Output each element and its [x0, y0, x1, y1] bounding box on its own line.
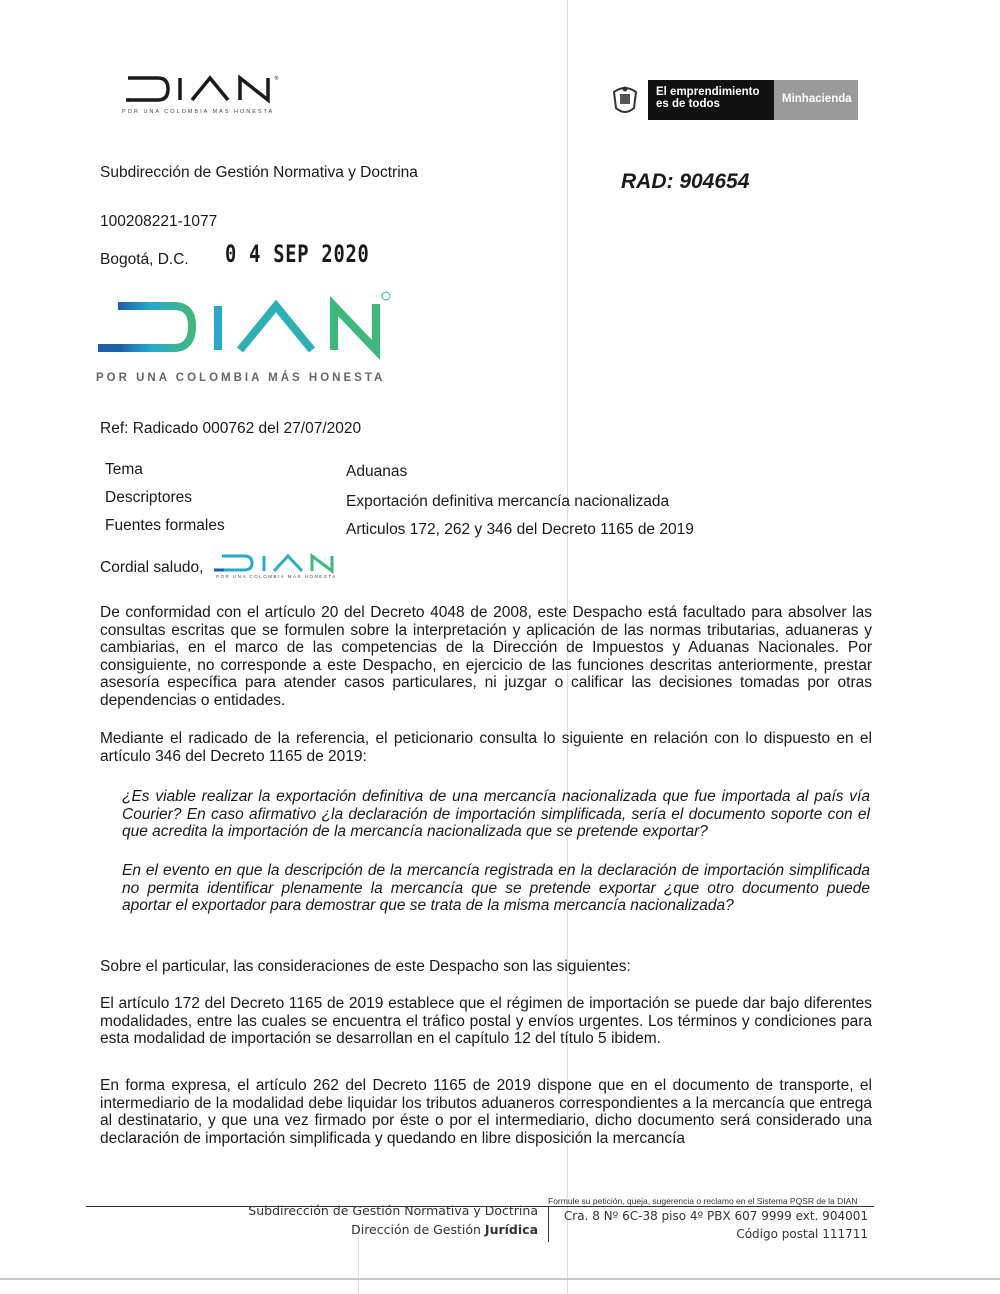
dian-logo-main-mark — [96, 288, 396, 360]
dian-logo-top — [118, 72, 288, 122]
dian-logo-main — [96, 288, 396, 388]
scan-bottom-edge — [0, 1278, 1000, 1280]
dian-logo-top-mark — [118, 72, 288, 108]
footer-address: Cra. 8 Nº 6C-38 piso 4º PBX 607 9999 ext. 904001 — [563, 1209, 868, 1223]
meta-value-tema: Aduanas — [346, 463, 408, 480]
footer-dependency: Subdirección de Gestión Normativa y Doctrina — [248, 1203, 538, 1218]
paragraph-3: Sobre el particular, las consideraciones de este Despacho son las siguientes: — [100, 958, 631, 975]
meta-label-fuentes: Fuentes formales — [105, 517, 225, 534]
meta-value-descriptores: Exportación definitiva mercancía nacionalizada — [346, 493, 670, 510]
dian-logo-main-tagline: POR UNA COLOMBIA MÁS HONESTA — [96, 372, 386, 384]
svg-text:®: ® — [274, 76, 279, 82]
dian-logo-top-tagline: POR UNA COLOMBIA MÁS HONESTA — [122, 109, 275, 115]
meta-value-fuentes: Articulos 172, 262 y 346 del Decreto 1165 de 2019 — [346, 521, 694, 538]
banner-ministry-box — [774, 80, 858, 120]
question-2: En el evento en que la descripción de la mercancía registrada en la declaración de importación simplificada no permita identificar plenamente la mercancía que se pretende exportar ¿que otro documento puede aportar el exportador para demostrar que se trata de la misma mercancía nacionalizada? — [122, 862, 870, 914]
question-1: ¿Es viable realizar la exportación definitiva de una mercancía nacionalizada que fue importada al país vía Courier? En caso afirmativo ¿la declaración de importación simplificada, sería el documento soporte con el que acredita la importación de la mercancía nacionalizada que se pretende exportar? — [122, 788, 870, 840]
coat-of-arms-icon — [610, 84, 640, 116]
banner-slogan-line2: es de todos — [656, 98, 720, 110]
footer-divider — [548, 1206, 549, 1242]
reference-number: 100208221-1077 — [100, 213, 218, 230]
paragraph-2: Mediante el radicado de la referencia, el peticionario consulta lo siguiente en relación con lo dispuesto en el artículo 346 del Decreto 1165 de 2019: — [100, 730, 872, 765]
dependency-title: Subdirección de Gestión Normativa y Doctrina — [100, 164, 418, 181]
footer-direction-prefix: Dirección de Gestión — [351, 1222, 485, 1237]
footer-pqsr-notice: Formule su petición, queja, sugerencia o reclamo en el Sistema PQSR de la DIAN — [548, 1196, 858, 1206]
government-banner — [610, 80, 870, 122]
city-label: Bogotá, D.C. — [100, 251, 189, 268]
dian-logo-small-mark — [214, 552, 344, 574]
paragraph-5: En forma expresa, el artículo 262 del Decreto 1165 de 2019 dispone que en el documento de transporte, el intermediario de la modalidad debe liquidar los tributos aduaneros correspondientes a la mercancía que entrega al destinatario, y que una vez firmado por éste o por el intermediario, dicho documento será considerado una declaración de importación simplificada y quedando en libre disposición la mercancía — [100, 1077, 872, 1147]
footer-direction — [238, 1222, 538, 1237]
meta-label-descriptores: Descriptores — [105, 489, 192, 506]
paragraph-4: El artículo 172 del Decreto 1165 de 2019 establece que el régimen de importación se puede dar bajo diferentes modalidades, entre las cuales se encuentra el tráfico postal y envíos urgentes. Los términos y condiciones para esta modalidad de importación se desarrollan en el capítulo 12 del título 5 ibidem. — [100, 995, 872, 1047]
banner-ministry-label: Minhacienda — [782, 93, 852, 105]
greeting: Cordial saludo, — [100, 559, 204, 576]
rad-number: RAD: 904654 — [621, 170, 750, 193]
dian-logo-small-tagline: POR UNA COLOMBIA MÁS HONESTA — [216, 574, 337, 579]
banner-slogan-box — [648, 80, 774, 120]
meta-label-tema: Tema — [105, 461, 143, 478]
paragraph-1: De conformidad con el artículo 20 del Decreto 4048 de 2008, este Despacho está facultado para absolver las consultas escritas que se formulen sobre la interpretación y aplicación de las normas tributarias, aduaneras y cambiarias, en el marco de las competencias de la Dirección de Impuestos y Aduanas Nacionales. Por consiguiente, no corresponde a este Despacho, en ejercicio de las funciones descritas anteriormente, prestar asesoría específica para atender casos particulares, ni juzgar o calificar las decisiones tomadas por otras dependencias o entidades. — [100, 604, 872, 709]
date-stamp: 0 4 SEP 2020 — [225, 240, 370, 268]
banner-slogan-line1: El emprendimiento — [656, 86, 760, 98]
footer-postal-code: Código postal 111711 — [736, 1227, 868, 1241]
footer-direction-bold: Jurídica — [484, 1222, 538, 1237]
dian-logo-small — [214, 552, 344, 582]
reference-line: Ref: Radicado 000762 del 27/07/2020 — [100, 420, 362, 437]
